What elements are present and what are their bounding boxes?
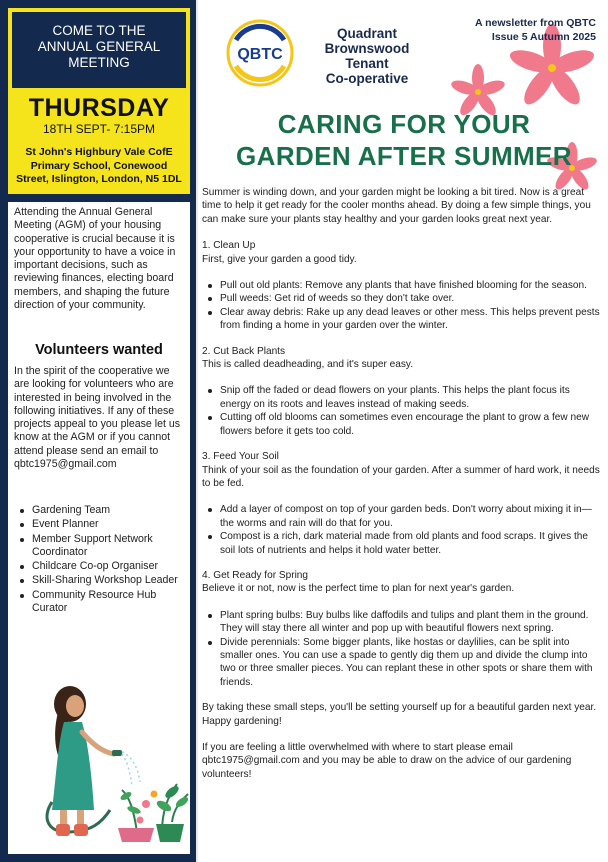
agm-day: THURSDAY (28, 94, 170, 122)
article-intro: Summer is winding down, and your garden might be looking a bit tired. Now is a great time to help it get ready for the cooler months ahead. By doing a few simple things, you can make sure your plants stay healthy and your garden looks great next year. (202, 187, 591, 225)
agm-intro-text: Attending the Annual General Meeting (AGM) of your housing cooperative is crucial because it is your opportunity to have a voice in important decisions, such as reviewing finances, electing board members, and shaping the future direction of your community. (14, 206, 176, 312)
section-list (202, 279, 600, 333)
list-item: Add a layer of compost on top of your garden beds. Don't worry about mixing it in—the worms and rain will do that for you. (202, 503, 600, 530)
sidebar-info-panel (8, 202, 190, 854)
section-heading: 3. Feed Your Soil (202, 451, 279, 463)
logo-text: QBTC (237, 46, 283, 63)
list-item: Divide perennials: Some bigger plants, like hostas or daylilies, can be split into smaller ones. You can use a spade to gently dig them up and divide the clump into two or three smaller pieces. You can replant these in other spots or share them with friends. (202, 636, 600, 690)
section-list (202, 609, 600, 689)
section-heading: 4. Get Ready for Spring (202, 569, 309, 581)
list-item: Event Planner (18, 518, 186, 531)
section-list (202, 503, 600, 557)
article-closing: By taking these small steps, you'll be setting yourself up for a beautiful garden next year. Happy gardening! (202, 702, 597, 727)
org-name-line: Tenant (345, 56, 389, 71)
agm-heading-line3: MEETING (68, 55, 130, 70)
agm-heading (12, 12, 186, 88)
section-lead: Believe it or not, now is the perfect time to plan for next year's garden. (202, 583, 515, 595)
section-list (202, 384, 600, 438)
article-body (202, 186, 600, 794)
section-lead: This is called deadheading, and it's super easy. (202, 359, 414, 371)
newsletter-line: A newsletter from QBTC (475, 17, 596, 29)
column-divider (196, 0, 198, 862)
volunteers-heading: Volunteers wanted (35, 342, 163, 358)
agm-time: 18TH SEPT- 7:15PM (42, 122, 156, 136)
list-item: Plant spring bulbs: Buy bulbs like daffodils and tulips and plant them in the ground. They will stay there all winter and pop up with beautiful flowers next spring. (202, 609, 600, 636)
section-lead: First, give your garden a good tidy. (202, 253, 357, 265)
volunteer-roles-list (18, 504, 186, 616)
list-item: Gardening Team (18, 504, 186, 517)
org-name-line: Quadrant (336, 26, 397, 41)
section-lead: Think of your soil as the foundation of your garden. After a summer of hard work, it needs to be fed. (202, 464, 600, 489)
list-item: Snip off the faded or dead flowers on your plants. This helps the plant focus its energy on its roots and leaves instead of making seeds. (202, 384, 600, 411)
section-heading: 2. Cut Back Plants (202, 345, 286, 357)
org-name-line: Brownswood (324, 41, 410, 56)
list-item: Compost is a rich, dark material made from old plants and food scraps. It gives the soil lots of nutrients and helps it hold water better. (202, 530, 600, 557)
volunteers-text: In the spirit of the cooperative we are looking for volunteers who are interested in being involved in the following initiatives. If any of these projects appeal to you please let us know at the AGM or if you cannot attend please send an email to qbtc1975@gmail.com (14, 365, 181, 471)
agm-heading-line2: ANNUAL GENERAL (37, 39, 161, 54)
article-contact: If you are feeling a little overwhelmed with where to start please email qbtc1975@gmail.com and you may be able to draw on the advice of our gardening volunteers! (202, 742, 572, 780)
agm-announcement (8, 8, 190, 194)
org-name-line: Co-operative (325, 71, 409, 86)
list-item: Clear away debris: Rake up any dead leaves or other mess. This helps prevent pests from finding a home in your garden over the winter. (202, 306, 600, 333)
list-item: Childcare Co-op Organiser (18, 560, 186, 573)
agm-heading-line1: COME TO THE (52, 23, 146, 38)
gardener-illustration (22, 682, 192, 842)
list-item: Pull weeds: Get rid of weeds so they don't take over. (202, 292, 600, 305)
list-item: Community Resource Hub Curator (18, 589, 186, 616)
qbtc-logo (222, 18, 298, 88)
list-item: Member Support Network Coordinator (18, 533, 186, 560)
list-item: Skill-Sharing Workshop Leader (18, 574, 186, 587)
list-item: Cutting off old blooms can sometimes even encourage the plant to grow a few new flowers before it gets too cold. (202, 411, 600, 438)
agm-venue: St John's Highbury Vale CofE Primary School, Conewood Street, Islington, London, N5 1DL (16, 146, 182, 185)
list-item: Pull out old plants: Remove any plants that have finished blooming for the season. (202, 279, 600, 292)
title-line: GARDEN AFTER SUMMER (236, 141, 572, 171)
section-heading: 1. Clean Up (202, 240, 256, 252)
issue-line: Issue 5 Autumn 2025 (491, 31, 596, 43)
title-line: CARING FOR YOUR (277, 109, 531, 139)
org-name (300, 26, 434, 86)
page-title (208, 108, 600, 172)
